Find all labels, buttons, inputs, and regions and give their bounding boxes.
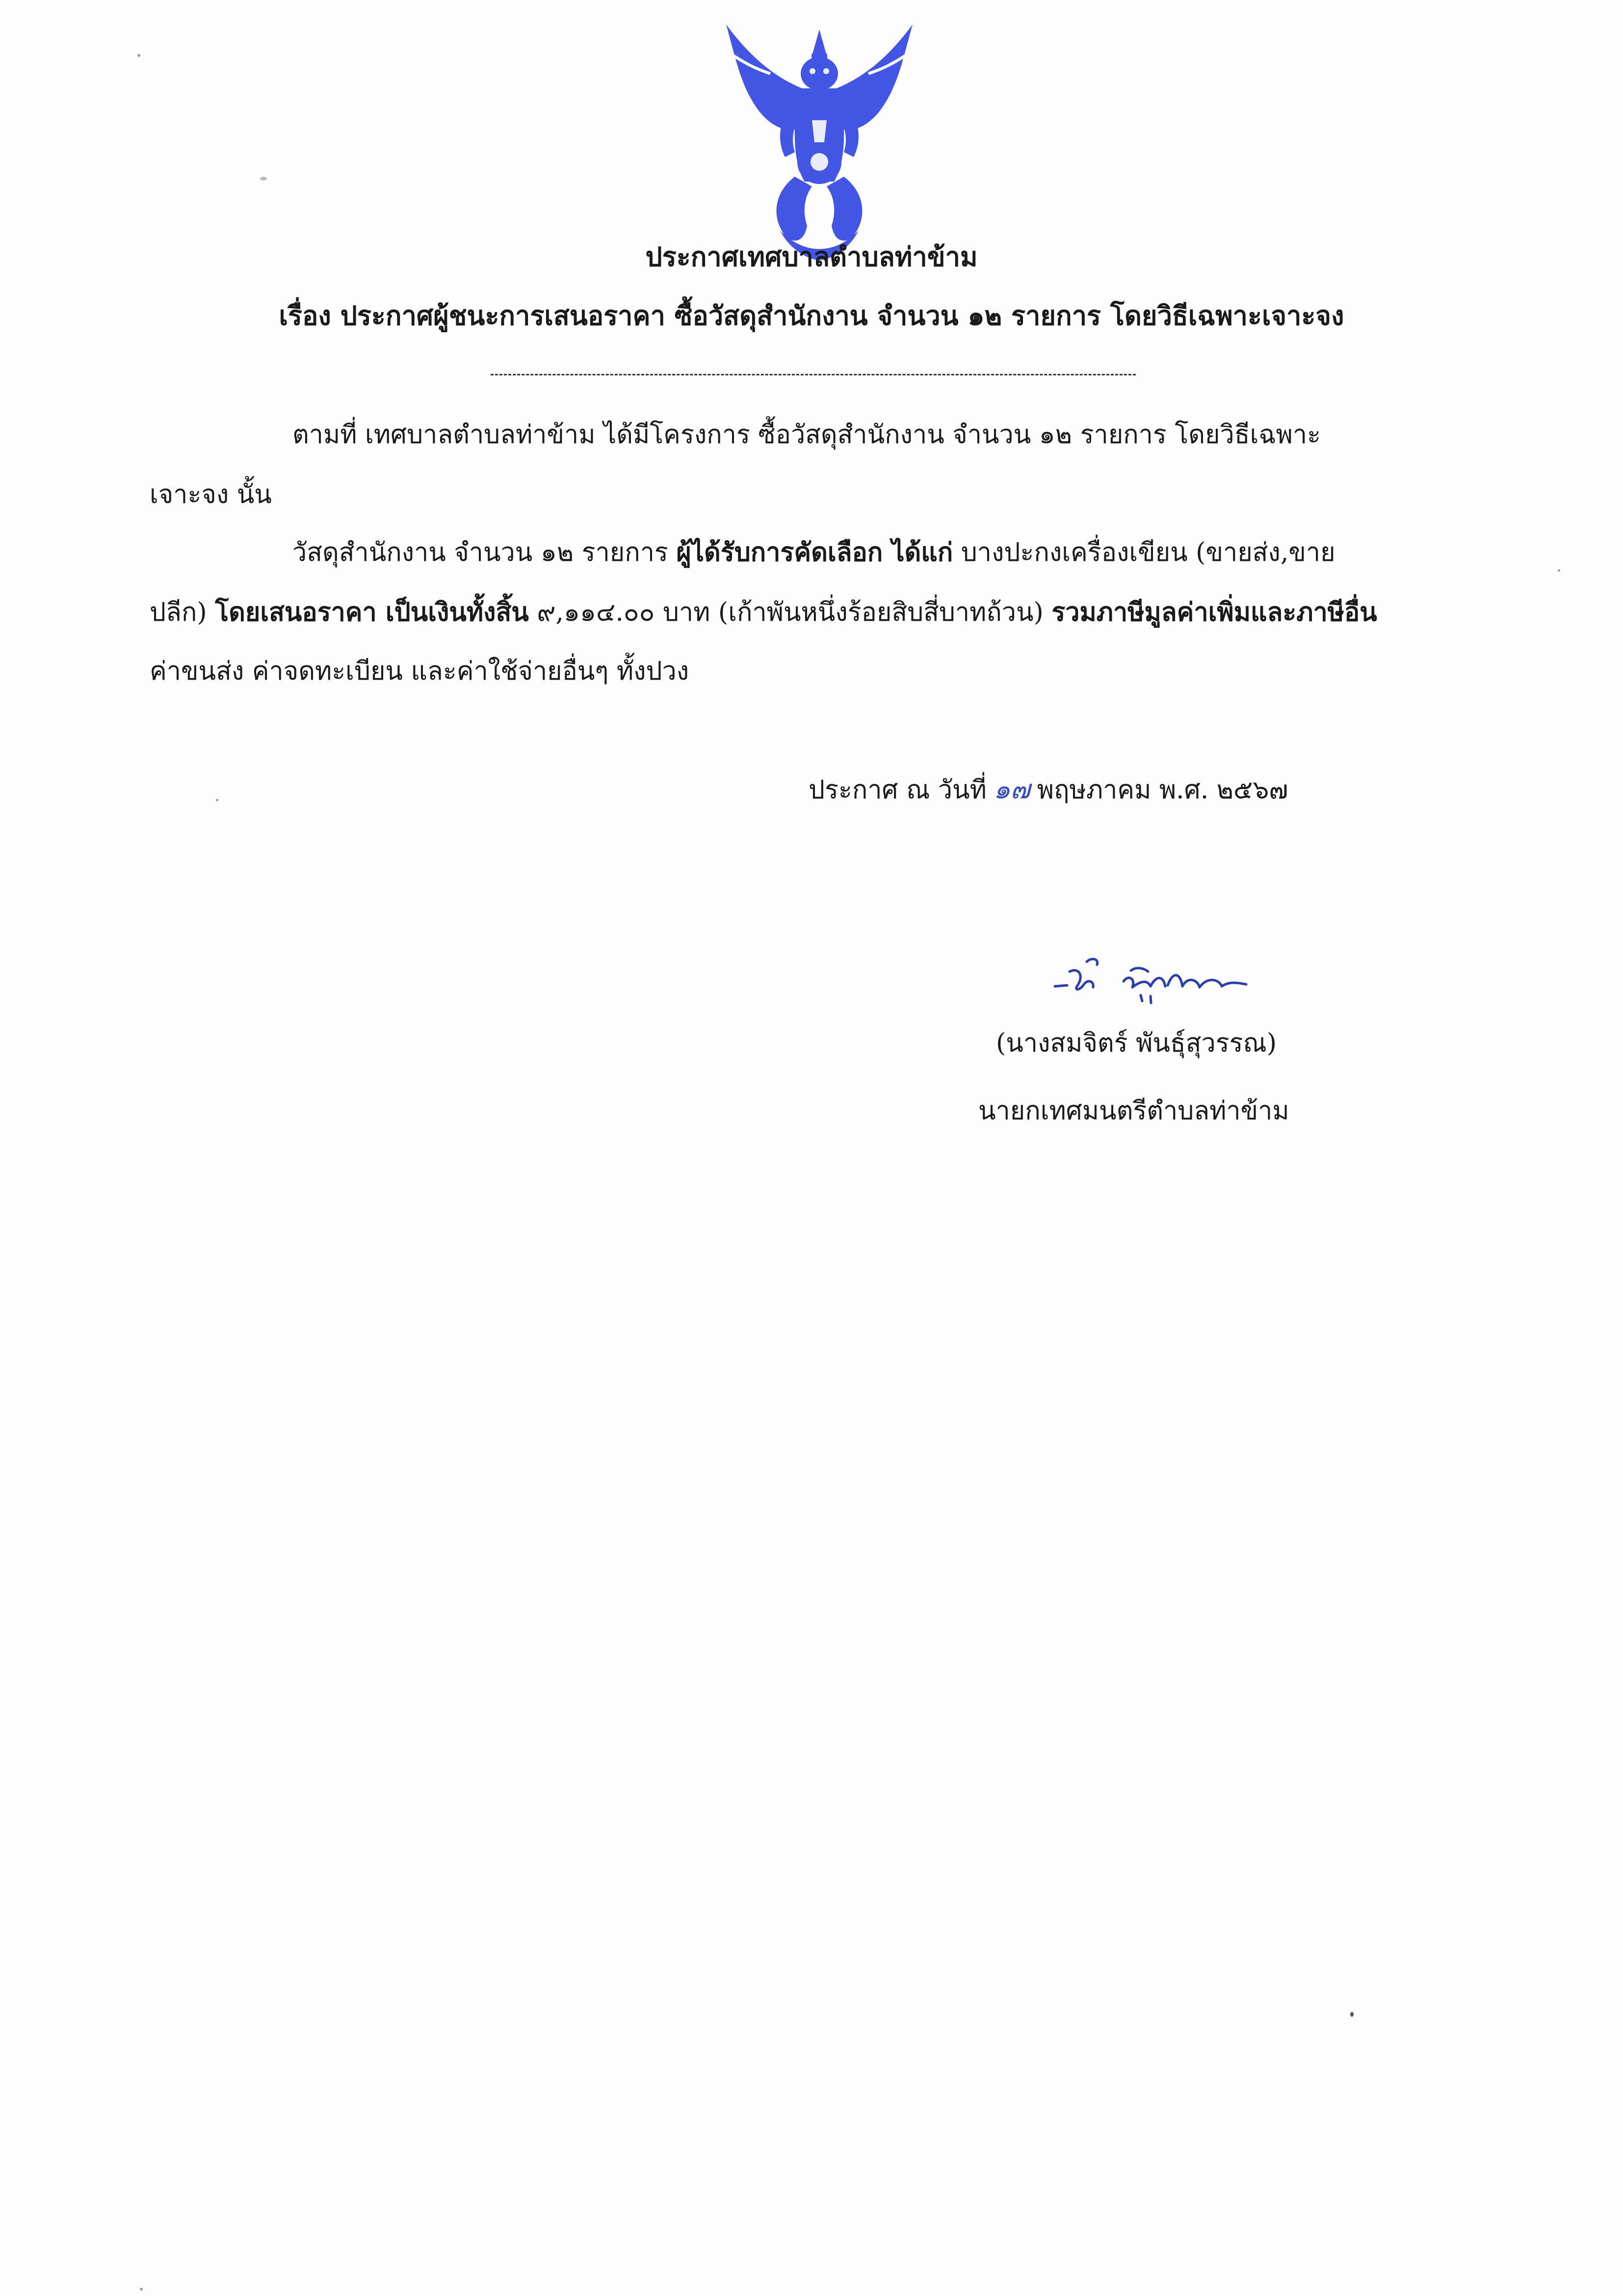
paragraph-2-line-3: ค่าขนส่ง ค่าจดทะเบียน และค่าใช้จ่ายอื่นๆ ทั้งปวง — [150, 657, 689, 686]
document-subject: เรื่อง ประกาศผู้ชนะการเสนอราคา ซื้อวัสดุสำนักงาน จำนวน ๑๒ รายการ โดยวิธีเฉพาะเจาะจง — [279, 300, 1344, 331]
garuda-emblem-icon — [707, 15, 932, 260]
paragraph-1-line-1: ตามที่ เทศบาลตำบลท่าข้าม ได้มีโครงการ ซื้อวัสดุสำนักงาน จำนวน ๑๒ รายการ โดยวิธีเฉพาะ — [292, 420, 1321, 449]
divider — [491, 374, 1136, 375]
scan-speck — [1350, 2012, 1354, 2017]
paragraph-2-line-2 — [150, 597, 1377, 627]
date-month-year: พฤษภาคม พ.ศ. ๒๕๖๗ — [1037, 775, 1288, 805]
item-description: วัสดุสำนักงาน จำนวน ๑๒ รายการ — [292, 538, 668, 567]
paragraph-1-line-2: เจาะจง นั้น — [150, 480, 272, 509]
date-prefix: ประกาศ ณ วันที่ — [809, 775, 987, 805]
vendor-name: บางปะกงเครื่องเขียน (ขายส่ง,ขาย — [961, 538, 1335, 567]
document-title: ประกาศเทศบาลตำบลท่าข้าม — [645, 241, 978, 272]
paragraph-2-line-1 — [292, 537, 1335, 567]
signatory-position: นายกเทศมนตรีตำบลท่าข้าม — [978, 1096, 1289, 1126]
announcement-date — [809, 776, 1288, 803]
scan-speck — [140, 2288, 143, 2291]
price-amount: ๙,๑๑๔.๐๐ บาท (เก้าพันหนึ่งร้อยสิบสี่บาทถ้วน) — [537, 598, 1044, 627]
tax-note: รวมภาษีมูลค่าเพิ่มและภาษีอื่น — [1051, 597, 1377, 627]
vendor-name-cont: ปลีก) — [150, 598, 207, 627]
signatory-name: (นางสมจิตร์ พันธุ์สุวรรณ) — [996, 1029, 1277, 1058]
price-label: โดยเสนอราคา เป็นเงินทั้งสิ้น — [215, 597, 529, 627]
handwritten-signature-icon — [1050, 952, 1266, 1011]
scan-speck — [137, 54, 140, 57]
scan-speck — [260, 177, 267, 181]
scan-speck — [216, 799, 218, 801]
selected-label: ผู้ได้รับการคัดเลือก ได้แก่ — [676, 537, 953, 567]
date-day: ๑๗ — [993, 774, 1030, 805]
scan-speck — [1558, 569, 1560, 572]
